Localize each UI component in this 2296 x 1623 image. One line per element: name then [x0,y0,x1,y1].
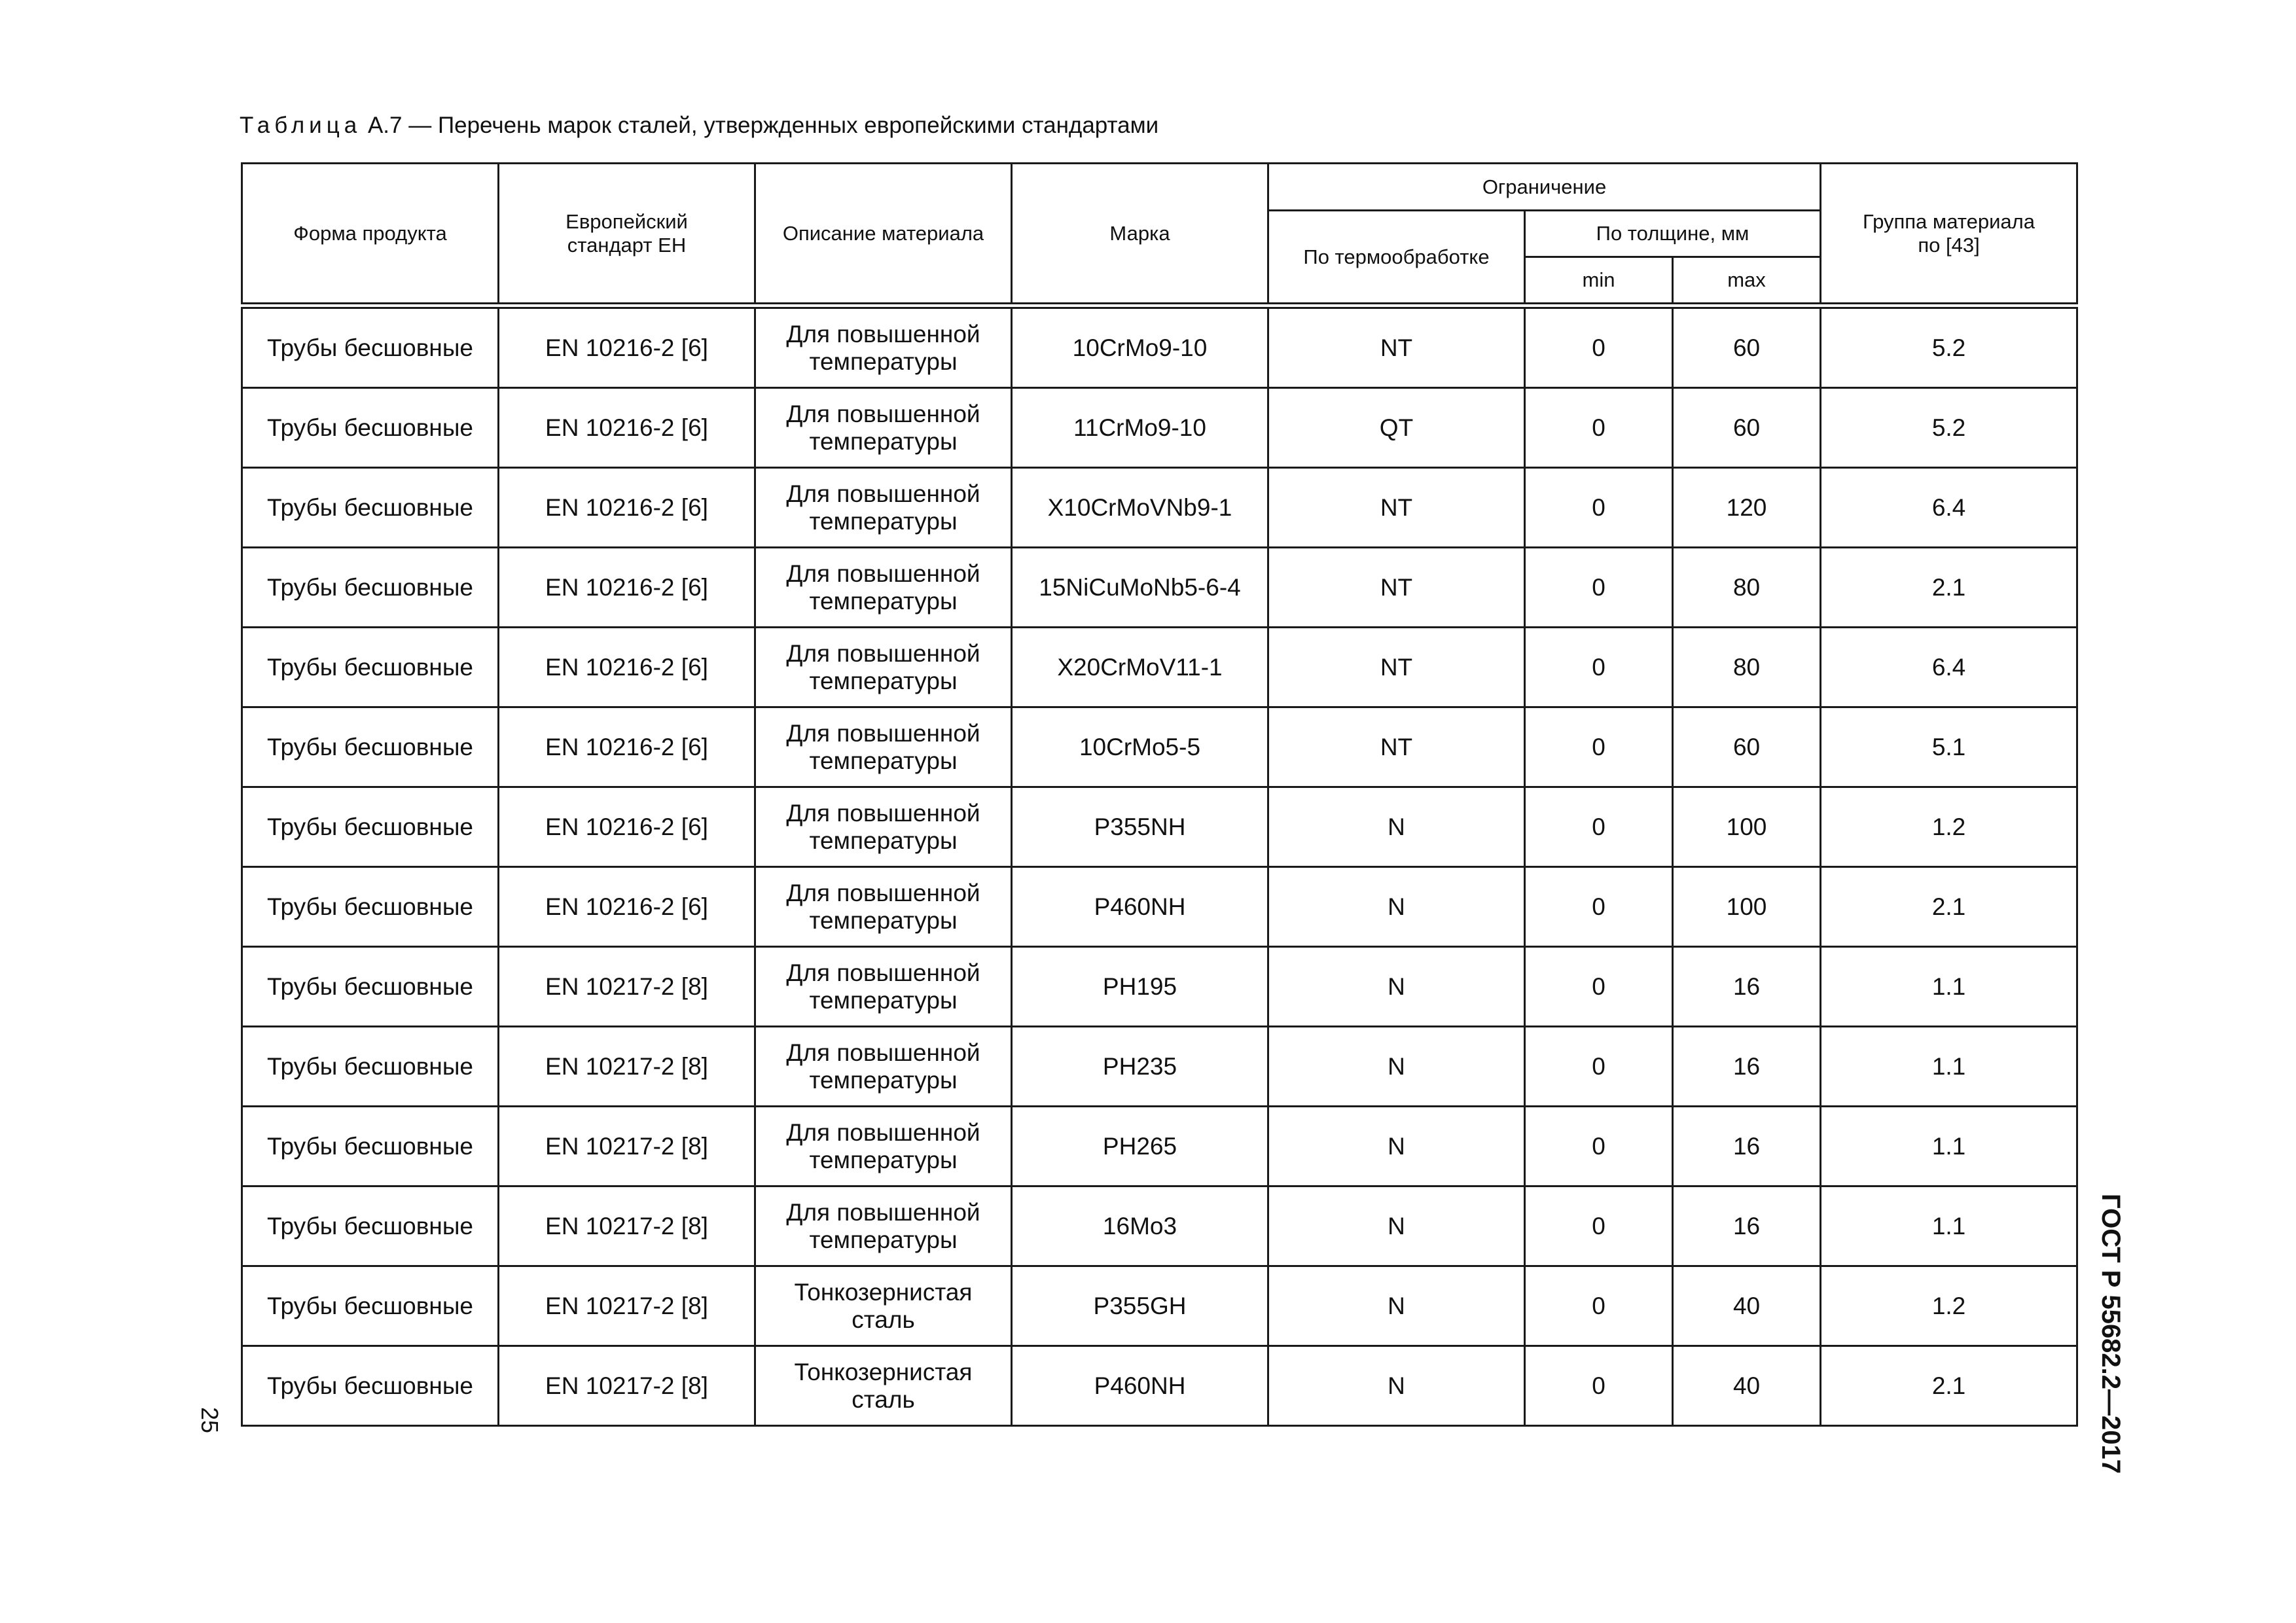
cell-standard: EN 10216-2 [6] [499,867,755,947]
table-row [242,1027,2077,1107]
table-row [242,1346,2077,1426]
cell-max-thickness: 16 [1673,1186,1821,1266]
cell-min-thickness: 0 [1525,707,1673,787]
cell-product-form: Трубы бесшовные [242,1027,499,1107]
cell-min-thickness: 0 [1525,867,1673,947]
cell-product-form: Трубы бесшовные [242,548,499,628]
cell-product-form: Трубы бесшовные [242,628,499,707]
cell-min-thickness: 0 [1525,1266,1673,1346]
cell-min-thickness: 0 [1525,308,1673,388]
cell-max-thickness: 16 [1673,947,1821,1027]
cell-description [755,1027,1012,1107]
cell-heat-treatment: N [1268,947,1525,1027]
cell-material-group: 5.1 [1821,707,2077,787]
cell-max-thickness: 40 [1673,1346,1821,1426]
cell-grade: P355NH [1012,787,1268,867]
cell-product-form: Трубы бесшовные [242,1186,499,1266]
cell-grade: 10CrMo5-5 [1012,707,1268,787]
table-row [242,707,2077,787]
cell-max-thickness: 40 [1673,1266,1821,1346]
table-caption [240,110,1158,141]
cell-description [755,1266,1012,1346]
cell-material-group: 1.2 [1821,787,2077,867]
cell-description [755,308,1012,388]
cell-description [755,1107,1012,1186]
header-standard-line2: стандарт ЕН [567,233,687,257]
description-line2: температуры [809,427,958,455]
cell-grade: 16Mo3 [1012,1186,1268,1266]
description-line2: температуры [809,667,958,694]
cell-min-thickness: 0 [1525,628,1673,707]
cell-material-group: 1.1 [1821,947,2077,1027]
header-max: max [1673,257,1821,304]
cell-max-thickness: 100 [1673,787,1821,867]
table-caption-text: А.7 — Перечень марок сталей, утвержденных европейскими стандартами [361,113,1159,138]
header-min: min [1525,257,1673,304]
header-group-line1: Группа материала [1863,209,2036,233]
header-thickness: По толщине, мм [1525,211,1821,257]
cell-product-form: Трубы бесшовные [242,308,499,388]
cell-max-thickness: 60 [1673,707,1821,787]
description-line2: сталь [852,1385,915,1413]
table-row [242,1266,2077,1346]
cell-description [755,947,1012,1027]
description-line1: Для повышенной [786,560,980,587]
description-line2: температуры [809,1066,958,1094]
cell-standard: EN 10217-2 [8] [499,1186,755,1266]
header-group-line2: по [43] [1918,233,1980,257]
cell-material-group: 1.2 [1821,1266,2077,1346]
table-row [242,628,2077,707]
description-line1: Для повышенной [786,400,980,427]
description-line1: Тонкозернистая [794,1358,973,1385]
cell-heat-treatment: NT [1268,628,1525,707]
cell-min-thickness: 0 [1525,1346,1673,1426]
cell-standard: EN 10216-2 [6] [499,787,755,867]
cell-heat-treatment: N [1268,1346,1525,1426]
cell-standard: EN 10216-2 [6] [499,308,755,388]
cell-heat-treatment: NT [1268,548,1525,628]
cell-product-form: Трубы бесшовные [242,867,499,947]
header-grade: Марка [1012,164,1268,304]
cell-description [755,628,1012,707]
cell-min-thickness: 0 [1525,947,1673,1027]
cell-product-form: Трубы бесшовные [242,707,499,787]
description-line2: температуры [809,1146,958,1173]
header-standard-line1: Европейский [565,209,688,233]
description-line2: сталь [852,1306,915,1333]
description-line1: Для повышенной [786,799,980,827]
cell-standard: EN 10216-2 [6] [499,388,755,468]
header-material-group [1821,164,2077,304]
cell-material-group: 1.1 [1821,1107,2077,1186]
header-product-form: Форма продукта [242,164,499,304]
cell-description [755,548,1012,628]
page-number: 25 [196,1406,224,1434]
cell-standard: EN 10216-2 [6] [499,548,755,628]
cell-max-thickness: 120 [1673,468,1821,548]
cell-heat-treatment: N [1268,1107,1525,1186]
description-line2: температуры [809,507,958,535]
cell-heat-treatment: N [1268,787,1525,867]
header-restriction: Ограничение [1268,164,1821,211]
cell-product-form: Трубы бесшовные [242,947,499,1027]
cell-heat-treatment: N [1268,1186,1525,1266]
description-line1: Для повышенной [786,480,980,507]
cell-material-group: 2.1 [1821,548,2077,628]
cell-grade: PH265 [1012,1107,1268,1186]
cell-standard: EN 10216-2 [6] [499,707,755,787]
cell-description [755,468,1012,548]
description-line1: Для повышенной [786,320,980,348]
description-line2: температуры [809,1226,958,1253]
cell-min-thickness: 0 [1525,1186,1673,1266]
cell-product-form: Трубы бесшовные [242,468,499,548]
cell-max-thickness: 16 [1673,1027,1821,1107]
cell-grade: X20CrMoV11-1 [1012,628,1268,707]
header-standard [499,164,755,304]
cell-grade: 10CrMo9-10 [1012,308,1268,388]
cell-material-group: 2.1 [1821,1346,2077,1426]
document-code: ГОСТ Р 55682.2—2017 [2096,1193,2125,1474]
cell-description [755,1186,1012,1266]
cell-grade: P355GH [1012,1266,1268,1346]
description-line1: Тонкозернистая [794,1278,973,1306]
description-line1: Для повышенной [786,1039,980,1066]
cell-material-group: 1.1 [1821,1186,2077,1266]
cell-product-form: Трубы бесшовные [242,1107,499,1186]
cell-max-thickness: 60 [1673,308,1821,388]
cell-max-thickness: 100 [1673,867,1821,947]
cell-product-form: Трубы бесшовные [242,1346,499,1426]
description-line2: температуры [809,827,958,854]
header-description: Описание материала [755,164,1012,304]
cell-description [755,787,1012,867]
header-separator [242,304,2077,308]
table-row [242,867,2077,947]
description-line1: Для повышенной [786,879,980,906]
header-heat-treatment: По термообработке [1268,211,1525,304]
description-line1: Для повышенной [786,1198,980,1226]
cell-material-group: 5.2 [1821,308,2077,388]
cell-product-form: Трубы бесшовные [242,388,499,468]
cell-max-thickness: 60 [1673,388,1821,468]
cell-material-group: 1.1 [1821,1027,2077,1107]
description-line2: температуры [809,348,958,375]
table-row [242,1186,2077,1266]
cell-min-thickness: 0 [1525,787,1673,867]
cell-grade: PH235 [1012,1027,1268,1107]
cell-max-thickness: 16 [1673,1107,1821,1186]
steel-grades-table [241,162,2078,1427]
cell-min-thickness: 0 [1525,548,1673,628]
cell-product-form: Трубы бесшовные [242,787,499,867]
cell-heat-treatment: N [1268,1027,1525,1107]
cell-description [755,707,1012,787]
cell-description [755,867,1012,947]
cell-max-thickness: 80 [1673,628,1821,707]
cell-heat-treatment: NT [1268,308,1525,388]
cell-grade: X10CrMoVNb9-1 [1012,468,1268,548]
table-caption-label: Таблица [240,113,362,138]
cell-min-thickness: 0 [1525,1107,1673,1186]
cell-min-thickness: 0 [1525,468,1673,548]
description-line2: температуры [809,587,958,615]
cell-heat-treatment: N [1268,1266,1525,1346]
cell-heat-treatment: QT [1268,388,1525,468]
cell-grade: 11CrMo9-10 [1012,388,1268,468]
description-line1: Для повышенной [786,639,980,667]
table-row [242,787,2077,867]
description-line1: Для повышенной [786,959,980,986]
table-body [242,308,2077,1426]
description-line1: Для повышенной [786,719,980,747]
cell-standard: EN 10216-2 [6] [499,468,755,548]
description-line2: температуры [809,986,958,1014]
cell-heat-treatment: NT [1268,707,1525,787]
cell-description [755,388,1012,468]
cell-standard: EN 10216-2 [6] [499,628,755,707]
cell-heat-treatment: N [1268,867,1525,947]
cell-standard: EN 10217-2 [8] [499,1346,755,1426]
cell-material-group: 5.2 [1821,388,2077,468]
table-row [242,548,2077,628]
cell-material-group: 2.1 [1821,867,2077,947]
description-line1: Для повышенной [786,1118,980,1146]
cell-grade: P460NH [1012,867,1268,947]
cell-product-form: Трубы бесшовные [242,1266,499,1346]
table-row [242,468,2077,548]
cell-material-group: 6.4 [1821,628,2077,707]
cell-standard: EN 10217-2 [8] [499,1027,755,1107]
cell-grade: PH195 [1012,947,1268,1027]
cell-grade: 15NiCuMoNb5-6-4 [1012,548,1268,628]
description-line2: температуры [809,906,958,934]
description-line2: температуры [809,747,958,774]
table-row [242,308,2077,388]
cell-material-group: 6.4 [1821,468,2077,548]
table-row [242,947,2077,1027]
cell-min-thickness: 0 [1525,1027,1673,1107]
cell-description [755,1346,1012,1426]
cell-grade: P460NH [1012,1346,1268,1426]
table-row [242,388,2077,468]
cell-standard: EN 10217-2 [8] [499,1266,755,1346]
table-row [242,1107,2077,1186]
cell-standard: EN 10217-2 [8] [499,1107,755,1186]
cell-standard: EN 10217-2 [8] [499,947,755,1027]
cell-max-thickness: 80 [1673,548,1821,628]
table-header [242,164,2077,308]
cell-min-thickness: 0 [1525,388,1673,468]
cell-heat-treatment: NT [1268,468,1525,548]
